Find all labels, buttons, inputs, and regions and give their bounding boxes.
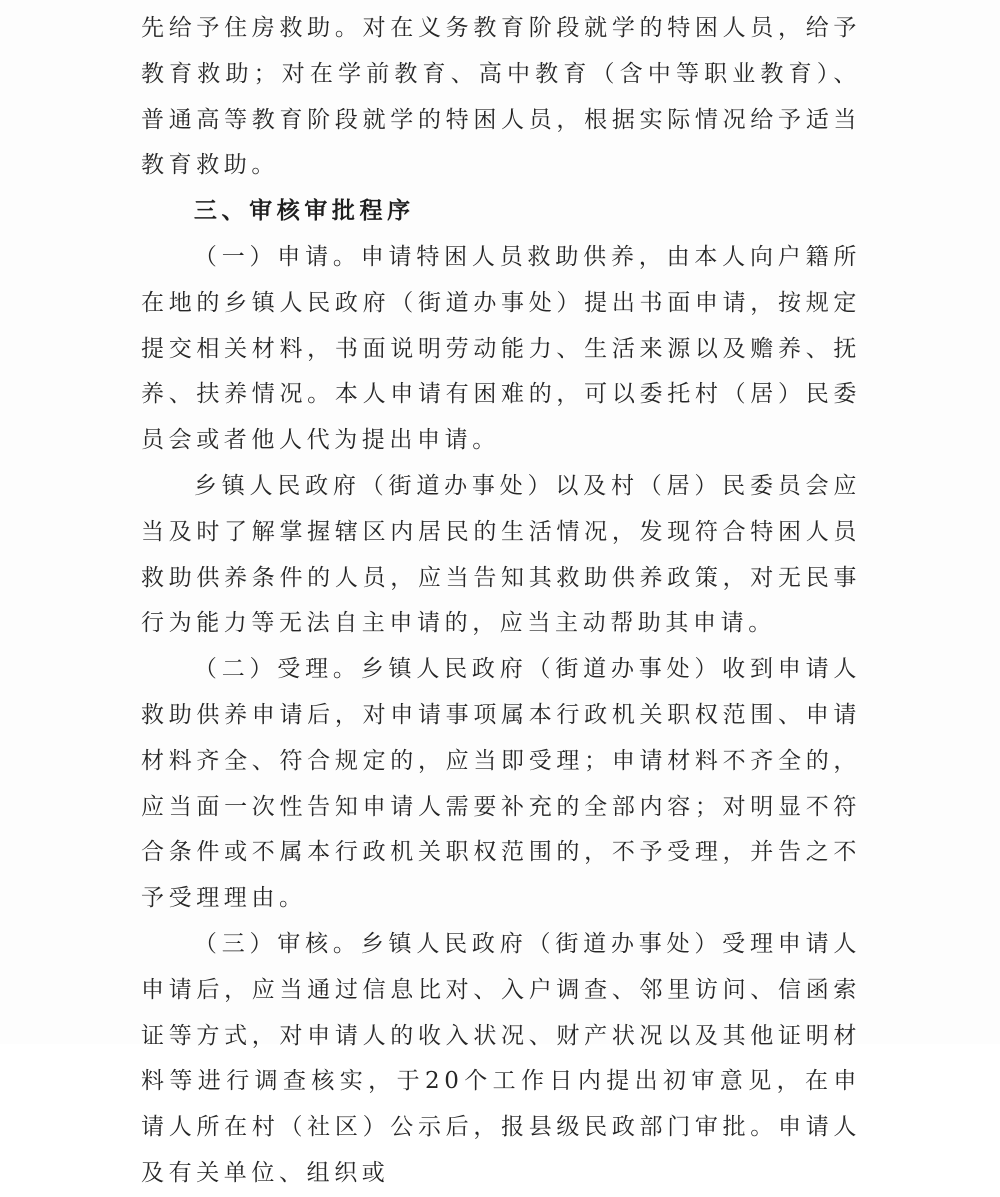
document-body <box>141 6 861 1197</box>
paragraph-review: （三）审核。乡镇人民政府（街道办事处）受理申请人申请后，应当通过信息比对、入户调查、邻里访问、信函索证等方式，对申请人的收入状况、财产状况以及其他证明材料等进行调查核实，于20个工作日内提出初审意见，在申请人所在村（社区）公示后，报县级民政部门审批。申请人及有关单位、组织或 <box>141 930 861 1186</box>
paragraph-housing-education-aid: 先给予住房救助。对在义务教育阶段就学的特困人员，给予教育救助；对在学前教育、高中教育（含中等职业教育）、普通高等教育阶段就学的特困人员，根据实际情况给予适当教育救助。 <box>141 15 861 179</box>
paragraph-township-duty: 乡镇人民政府（街道办事处）以及村（居）民委员会应当及时了解掌握辖区内居民的生活情况，发现符合特困人员救助供养条件的人员，应当告知其救助供养政策，对无民事行为能力等无法自主申请的，应当主动帮助其申请。 <box>141 472 861 637</box>
paragraph-acceptance: （二）受理。乡镇人民政府（街道办事处）收到申请人救助供养申请后，对申请事项属本行政机关职权范围、申请材料齐全、符合规定的，应当即受理；申请材料不齐全的，应当面一次性告知申请人需要补充的全部内容；对明显不符合条件或不属本行政机关职权范围的，不予受理，并告之不予受理理由。 <box>141 656 861 912</box>
section-heading-review-procedure: 三、审核审批程序 <box>193 198 415 225</box>
paragraph-application: （一）申请。申请特困人员救助供养，由本人向户籍所在地的乡镇人民政府（街道办事处）提出书面申请，按规定提交相关材料，书面说明劳动能力、生活来源以及赡养、抚养、扶养情况。本人申请有困难的，可以委托村（居）民委员会或者他人代为提出申请。 <box>141 243 861 454</box>
